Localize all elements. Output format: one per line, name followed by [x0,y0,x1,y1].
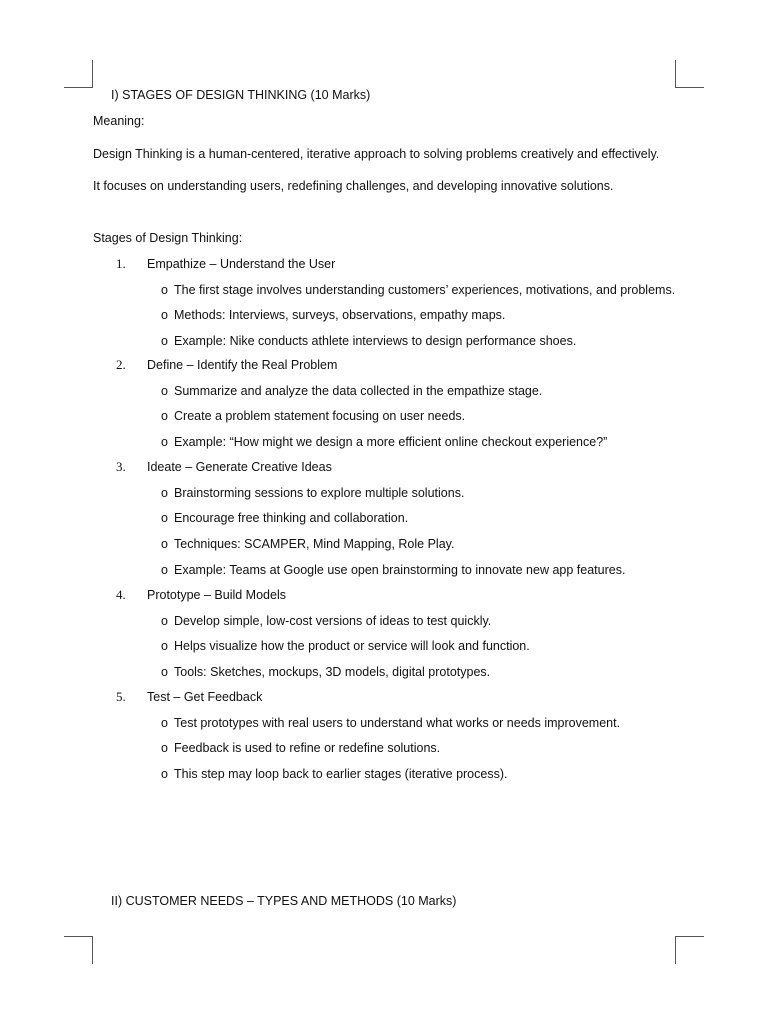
stage-item: Summarize and analyze the data collected in the empathize stage. [174,383,543,398]
crop-mark-top-right-horizontal [675,87,704,88]
stage-number: 2. [116,357,126,372]
crop-mark-top-left-horizontal [64,87,93,88]
bullet-marker: o [161,665,168,680]
bullet-marker: o [161,282,168,297]
stage-item: Example: Nike conducts athlete interviews to design performance shoes. [174,334,577,349]
stage-title: Define – Identify the Real Problem [147,358,338,372]
stage-item: Tools: Sketches, mockups, 3D models, digital prototypes. [174,665,491,680]
stage-item: Develop simple, low-cost versions of ideas to test quickly. [174,613,492,628]
stage-title: Ideate – Generate Creative Ideas [147,460,332,474]
bullet-marker: o [161,308,168,323]
stage-item: Test prototypes with real users to understand what works or needs improvement. [174,715,621,730]
bullet-marker: o [161,435,168,450]
crop-mark-bottom-right-vertical [675,936,676,964]
meaning-paragraph-2: It focuses on understanding users, redefining challenges, and developing innovative solutions. [93,179,614,193]
meaning-paragraph-1: Design Thinking is a human-centered, iterative approach to solving problems creatively and effectively. [93,147,660,161]
crop-mark-bottom-left-vertical [92,936,93,964]
bullet-marker: o [161,409,168,424]
stage-title: Prototype – Build Models [147,588,286,602]
stage-item: Brainstorming sessions to explore multiple solutions. [174,485,465,500]
stage-item: Example: Teams at Google use open brainstorming to innovate new app features. [174,562,626,577]
stage-item: This step may loop back to earlier stages (iterative process). [174,767,508,782]
bullet-marker: o [161,511,168,526]
bullet-marker: o [161,613,168,628]
stage-item: Example: “How might we design a more efficient online checkout experience?” [174,435,608,450]
bullet-marker: o [161,715,168,730]
stage-item: Create a problem statement focusing on user needs. [174,409,466,424]
stage-title: Empathize – Understand the User [147,257,336,271]
stage-item: Encourage free thinking and collaboration. [174,511,409,526]
bullet-marker: o [161,334,168,349]
stages-heading: Stages of Design Thinking: [93,231,243,245]
bullet-marker: o [161,741,168,756]
stage-item: Helps visualize how the product or service will look and function. [174,639,530,654]
stage-number: 3. [116,459,126,474]
bullet-marker: o [161,383,168,398]
stage-item: Methods: Interviews, surveys, observations, empathy maps. [174,308,506,323]
stage-number: 5. [116,689,126,704]
stage-number: 4. [116,587,126,602]
bullet-marker: o [161,767,168,782]
section-2-heading: II) CUSTOMER NEEDS – TYPES AND METHODS (10 Marks) [111,894,457,908]
stage-number: 1. [116,256,126,271]
stage-title: Test – Get Feedback [147,690,263,704]
section-1-heading: I) STAGES OF DESIGN THINKING (10 Marks) [111,88,371,102]
crop-mark-top-right-vertical [675,60,676,88]
crop-mark-bottom-left-horizontal [64,936,93,937]
meaning-label: Meaning: [93,114,145,128]
bullet-marker: o [161,639,168,654]
stage-item: Feedback is used to refine or redefine solutions. [174,741,441,756]
stage-item: Techniques: SCAMPER, Mind Mapping, Role Play. [174,537,455,552]
bullet-marker: o [161,562,168,577]
bullet-marker: o [161,485,168,500]
crop-mark-bottom-right-horizontal [675,936,704,937]
bullet-marker: o [161,537,168,552]
stage-item: The first stage involves understanding customers’ experiences, motivations, and problems. [174,282,676,297]
crop-mark-top-left-vertical [92,60,93,88]
